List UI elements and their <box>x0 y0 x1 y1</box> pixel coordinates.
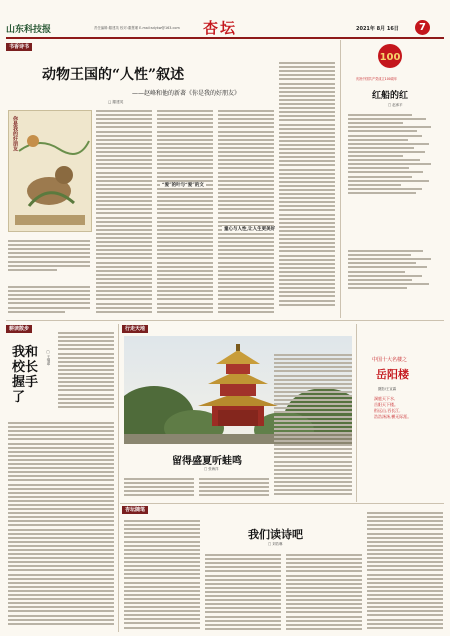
tower-poem-line: 衔远山,吞长江, <box>374 408 401 413</box>
article2-divider <box>118 324 119 632</box>
tower-credit: 摄影/王宣霖 <box>378 387 397 391</box>
page-number-badge: 7 <box>415 20 430 35</box>
article4-col-1 <box>124 518 200 632</box>
subheadline: ——赵峰和他的新著《你是我的好朋友》 <box>132 90 241 97</box>
column-tag-gengdu: 耕读散步 <box>6 325 32 333</box>
headline-animal-kingdom: 动物王国的“人性”叙述 <box>42 67 185 83</box>
subhead-childhood: 童心与人性,让人生更美好 <box>224 227 276 232</box>
article1-col-4 <box>279 60 335 316</box>
author-byline: □ 滕建英 <box>108 100 124 104</box>
editor-line: 责任编辑:滕建英 校对:董慧瑾 E-mail:sdykw@163.com <box>94 26 180 30</box>
article1-col-0 <box>8 284 90 320</box>
headline-summer-frogs: 留得盛夏听蛙鸣 <box>172 456 242 467</box>
column-tag-shuxiang: 书香诗书 <box>6 43 32 51</box>
section-title: 杏坛 <box>203 19 238 37</box>
article1-col-2 <box>157 108 213 316</box>
article2-byline: □ 王继翠 <box>46 350 50 366</box>
poem-author-name: 赵承平 <box>392 103 403 107</box>
poem-red-boat-body-2 <box>348 248 440 316</box>
paper-name: 山东科技报 <box>6 25 52 35</box>
poem-author: □ 赵承平 <box>388 103 403 107</box>
tower-divider <box>356 324 357 502</box>
tower-name: 岳阳楼 <box>376 368 409 381</box>
tower-poem-line: 浩浩汤汤,横无际涯。 <box>374 414 412 419</box>
tower-poem-line: 洞庭天下水, <box>374 396 396 401</box>
article2-col-top <box>58 330 114 412</box>
article4-col-2 <box>205 552 281 632</box>
centenary-logo <box>370 42 410 74</box>
column-tag-xingzou: 行走天地 <box>122 325 148 333</box>
author-name: 滕建英 <box>112 100 124 104</box>
svg-text:100: 100 <box>379 52 401 63</box>
article3-col-1 <box>124 476 194 500</box>
article3-col-2 <box>199 476 269 500</box>
right-column-divider <box>340 40 341 318</box>
article4-byline: □ 刘若琳 <box>268 542 283 546</box>
column-tag-xingtan: 杏坛随笔 <box>122 506 148 514</box>
poem-red-boat-body <box>348 112 440 242</box>
poem-title-red-boat: 红船的红 <box>372 91 409 101</box>
party-emblem-icon <box>370 42 410 74</box>
book-cover-image <box>8 110 92 232</box>
tower-poem <box>374 396 442 420</box>
lower-section-rule <box>120 503 444 504</box>
issue-date: 2021年 8月 16日 <box>356 26 399 32</box>
tower-poem-line: 岳阳天下楼。 <box>374 402 398 407</box>
headline-shake-hands: 我和校长握手了 <box>12 345 39 405</box>
centenary-caption: 庆祝中国共产党成立100周年 <box>356 77 398 81</box>
article2-col-a <box>8 420 114 632</box>
article4-col-4 <box>367 510 443 632</box>
image-caption-text <box>8 238 90 280</box>
masthead-rule <box>6 37 444 39</box>
animal-illustration <box>9 111 91 231</box>
article3-byline: □ 张海洋 <box>204 467 219 471</box>
article1-col-3 <box>218 108 274 316</box>
article3-col-3 <box>274 352 352 500</box>
article1-col-1 <box>96 108 152 316</box>
upper-section-rule <box>6 320 444 321</box>
article4-col-3 <box>286 552 362 632</box>
tower-heading: 中国十大名楼之 <box>372 357 408 363</box>
headline-read-poems: 我们读诗吧 <box>248 528 303 541</box>
article4-author: 刘若琳 <box>272 542 283 546</box>
book-cover-title: 你是我的好朋友 <box>12 116 18 151</box>
article3-author: 张海洋 <box>208 467 219 471</box>
subhead-love: “爱”的叶与“爱”的文 <box>162 183 204 188</box>
article2-author: 王继翠 <box>46 355 50 366</box>
